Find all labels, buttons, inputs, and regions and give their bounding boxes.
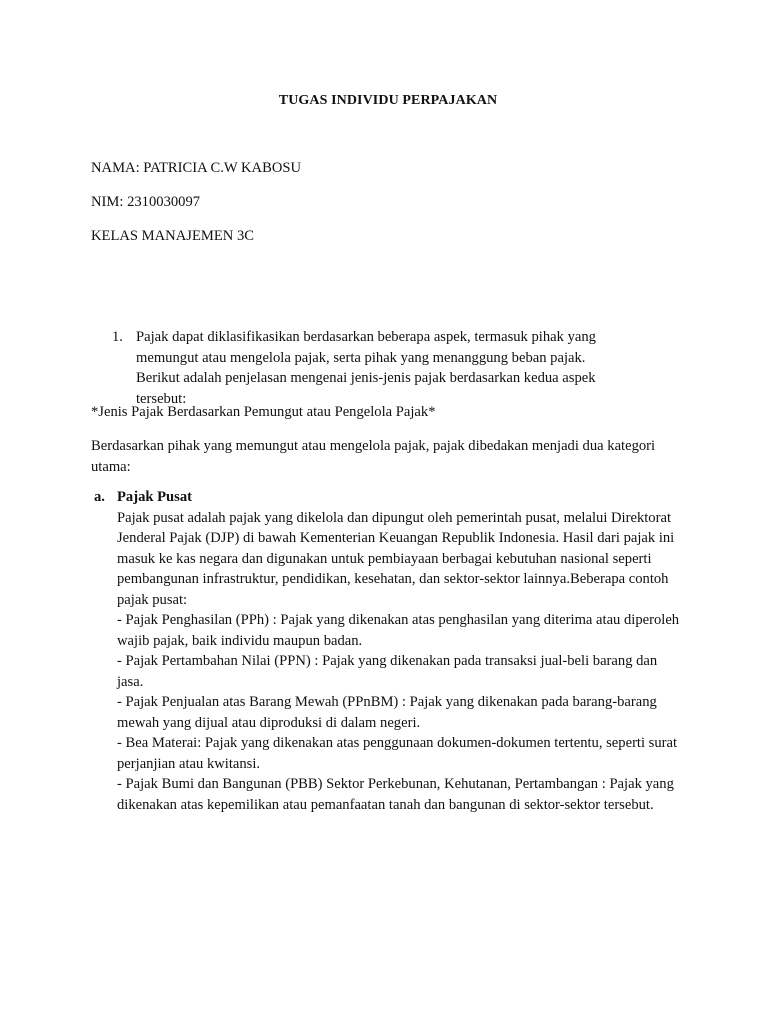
question-1-number: 1. [112, 329, 123, 345]
item-a-intro: Pajak pusat adalah pajak yang dikelola dan dipungut oleh pemerintah pusat, melalui Direktorat Jenderal Pajak (DJP) di bawah Kementerian Keuangan Republik Indonesia. Hasil dari pajak ini masuk ke kas negara dan digunakan untuk pembiayaan berbagai kebutuhan nasional seperti pembangunan infrastruktur, pendidikan, kesehatan, dan sektor-sektor lainnya.Beberapa contoh pajak pusat: [117, 509, 675, 608]
item-a-marker: a. [94, 489, 105, 505]
student-nim: NIM: 2310030097 [91, 194, 201, 210]
question-1-text: Pajak dapat diklasifikasikan berdasarkan beberapa aspek, termasuk pihak yang memungut atau mengelola pajak, serta pihak yang menanggung beban pajak. Berikut adalah penjelasan mengenai jenis-jenis pajak berdasarkan kedua aspek tersebut: [136, 329, 596, 407]
list-item: - Bea Materai: Pajak yang dikenakan atas penggunaan dokumen-dokumen tertentu, seperti surat perjanjian atau kwitansi. [117, 735, 678, 772]
section-heading: *Jenis Pajak Berdasarkan Pemungut atau Pengelola Pajak* [91, 404, 436, 420]
question-1 [112, 327, 632, 409]
list-item: - Pajak Bumi dan Bangunan (PBB) Sektor Perkebunan, Kehutanan, Pertambangan : Pajak yang dikenakan atas kepemilikan atau pemanfaatan tanah dan bangunan di sektor-sektor tersebut. [117, 776, 674, 813]
list-item: - Pajak Pertambahan Nilai (PPN) : Pajak yang dikenakan pada transaksi jual-beli barang dan jasa. [117, 653, 658, 690]
student-name: NAMA: PATRICIA C.W KABOSU [91, 160, 302, 176]
list-item: - Pajak Penjualan atas Barang Mewah (PPnBM) : Pajak yang dikenakan pada barang-barang mewah yang dijual atau diproduksi di dalam negeri. [117, 694, 657, 731]
list-item: - Pajak Penghasilan (PPh) : Pajak yang dikenakan atas penghasilan yang diterima atau diperoleh wajib pajak, baik individu maupun badan. [117, 612, 680, 649]
item-a [91, 487, 681, 815]
document-title: TUGAS INDIVIDU PERPAJAKAN [278, 93, 498, 108]
section-intro: Berdasarkan pihak yang memungut atau mengelola pajak, pajak dibedakan menjadi dua kategori utama: [91, 438, 656, 475]
student-class: KELAS MANAJEMEN 3C [91, 228, 254, 244]
item-a-body [117, 487, 681, 815]
item-a-heading: Pajak Pusat [117, 489, 192, 505]
